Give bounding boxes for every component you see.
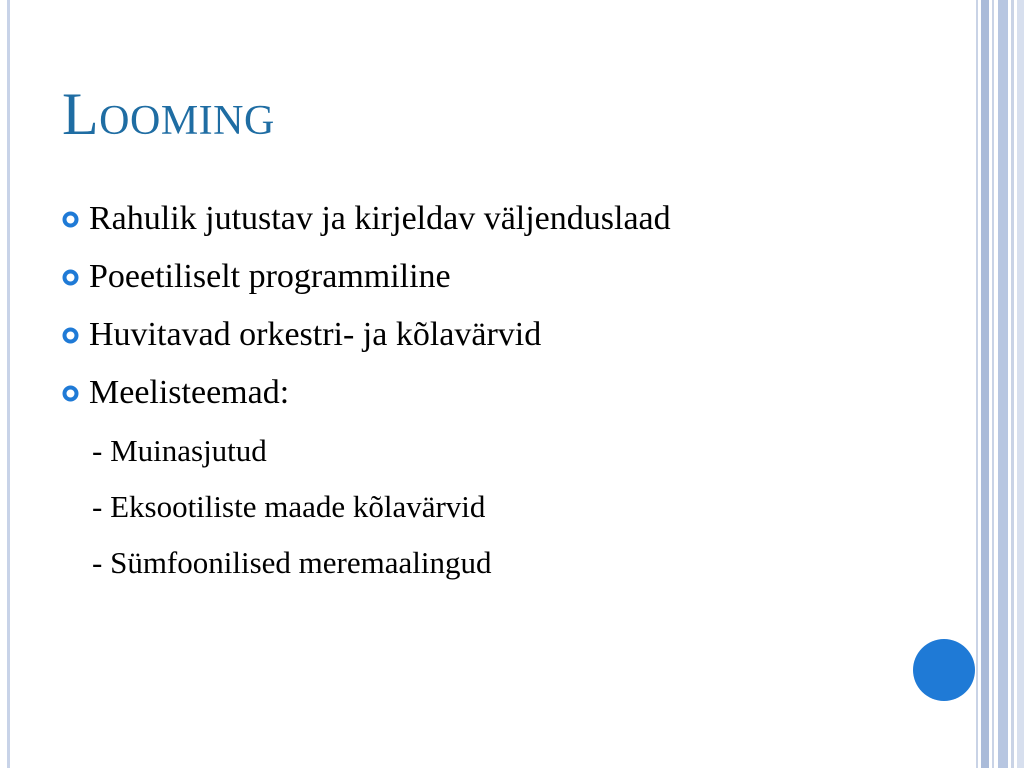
stripe <box>976 0 978 768</box>
ring-bullet-icon <box>62 385 79 402</box>
bullet-item <box>62 364 671 422</box>
bullet-item <box>62 190 671 248</box>
sub-item: - Eksootiliste maade kõlavärvid <box>92 488 486 524</box>
bullet-text: Rahulik jutustav ja kirjeldav väljenduslaad <box>89 200 671 237</box>
sub-item-list <box>92 422 491 590</box>
stripe <box>981 0 989 768</box>
left-border-line <box>7 0 10 768</box>
bullet-text: Huvitavad orkestri- ja kõlavärvid <box>89 316 542 353</box>
right-decorative-stripes <box>976 0 1024 768</box>
sub-item: - Muinasjutud <box>92 432 267 468</box>
bullet-item <box>62 248 671 306</box>
bullet-item <box>62 306 671 364</box>
slide-title: Looming <box>62 81 275 147</box>
stripe <box>998 0 1008 768</box>
stripe <box>1011 0 1014 768</box>
bullet-list <box>62 190 671 422</box>
ring-bullet-icon <box>62 211 79 228</box>
ring-bullet-icon <box>62 327 79 344</box>
bullet-text: Meelisteemad: <box>89 374 290 411</box>
bullet-text: Poeetiliselt programmiline <box>89 258 451 295</box>
stripe <box>992 0 994 768</box>
ring-bullet-icon <box>62 269 79 286</box>
stripe <box>1017 0 1024 768</box>
sub-item: - Sümfoonilised meremaalingud <box>92 544 492 580</box>
accent-circle <box>913 639 975 701</box>
